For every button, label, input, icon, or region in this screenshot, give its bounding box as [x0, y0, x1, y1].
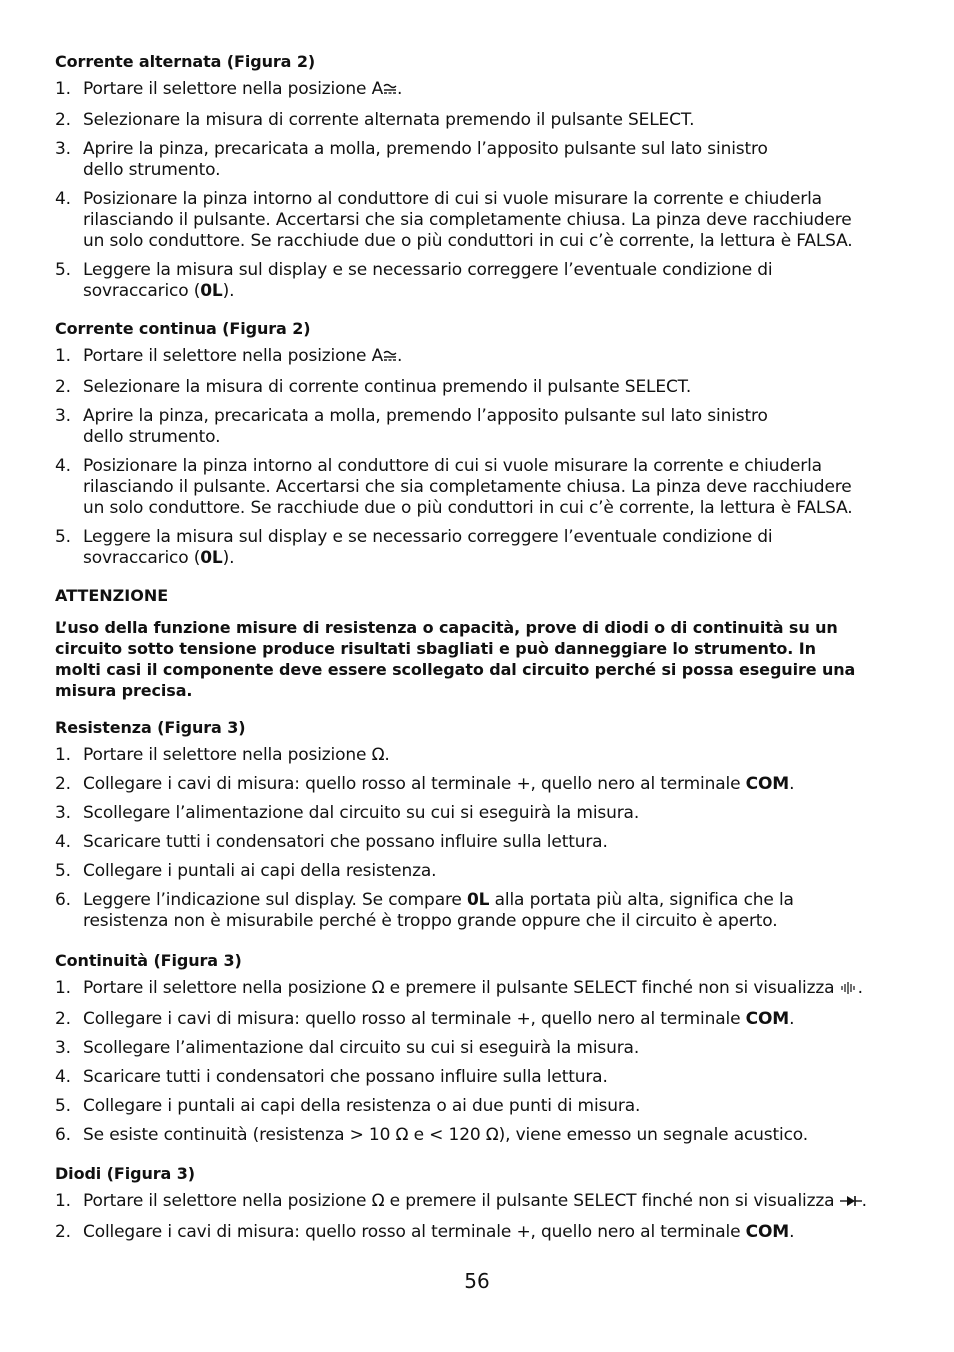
list-item: [55, 260, 905, 302]
step-number: 5.: [55, 260, 71, 280]
step-text: sovraccarico (: [83, 281, 201, 301]
step-text: resistenza non è misurabile perché è troppo grande oppure che il circuito è aperto.: [83, 911, 778, 931]
steps-list: [55, 79, 905, 302]
step-text: Scollegare l’alimentazione dal circuito su cui si eseguirà la misura.: [83, 803, 640, 823]
step-text: .: [789, 1009, 795, 1029]
step-text: Scaricare tutti i condensatori che possano influire sulla lettura.: [83, 832, 608, 852]
step-number: 1.: [55, 978, 71, 998]
step-number: 5.: [55, 861, 71, 881]
step-number: 3.: [55, 803, 71, 823]
steps-list: [55, 978, 905, 1146]
step-number: 2.: [55, 377, 71, 397]
step-text: Leggere l’indicazione sul display. Se compare: [83, 890, 467, 910]
terminal-label: COM: [745, 774, 790, 794]
list-item: [55, 139, 905, 181]
step-text: sovraccarico (: [83, 548, 201, 568]
step-text: Collegare i puntali ai capi della resistenza o ai due punti di misura.: [83, 1096, 641, 1116]
ac-dc-current-icon: [383, 348, 397, 369]
overload-indicator: 0L: [467, 890, 490, 910]
continuity-sound-icon: [840, 980, 858, 1001]
step-number: 1.: [55, 745, 71, 765]
list-item: [55, 527, 905, 569]
step-text: Collegare i cavi di misura: quello rosso al terminale +, quello nero al terminale: [83, 774, 746, 794]
step-number: 2.: [55, 1009, 71, 1029]
step-text: Portare il selettore nella posizione A: [83, 79, 384, 99]
list-item: [55, 861, 905, 882]
section-heading: Resistenza (Figura 3): [55, 718, 246, 737]
step-text: Leggere la misura sul display e se necessario correggere l’eventuale condizione di: [83, 527, 773, 547]
list-item: [55, 79, 905, 102]
step-text: Selezionare la misura di corrente continua premendo il pulsante SELECT.: [83, 377, 692, 397]
step-number: 5.: [55, 527, 71, 547]
step-text: dello strumento.: [83, 160, 221, 180]
step-text: Collegare i cavi di misura: quello rosso al terminale +, quello nero al terminale: [83, 1222, 746, 1242]
step-text: rilasciando il pulsante. Accertarsi che sia completamente chiusa. La pinza deve racchiudere: [83, 210, 852, 230]
step-text: Posizionare la pinza intorno al conduttore di cui si vuole misurare la corrente e chiuderla: [83, 456, 822, 476]
section-heading: Diodi (Figura 3): [55, 1164, 195, 1183]
step-text: un solo conduttore. Se racchiude due o più conduttori in cui c’è corrente, la lettura è FALSA.: [83, 231, 853, 251]
step-number: 1.: [55, 1191, 71, 1211]
list-item: [55, 1125, 905, 1146]
step-number: 3.: [55, 139, 71, 159]
step-number: 2.: [55, 774, 71, 794]
overload-indicator: 0L: [200, 548, 223, 568]
step-text: Portare il selettore nella posizione Ω e premere il pulsante SELECT finché non si visualizza: [83, 1191, 840, 1211]
step-text: ).: [222, 281, 235, 301]
step-number: 2.: [55, 110, 71, 130]
step-text-tail: .: [397, 79, 403, 99]
step-text: Portare il selettore nella posizione Ω e premere il pulsante SELECT finché non si visualizza: [83, 978, 840, 998]
list-item: [55, 803, 905, 824]
step-number: 3.: [55, 1038, 71, 1058]
list-item: [55, 1096, 905, 1117]
list-item: [55, 1222, 905, 1243]
list-item: [55, 189, 905, 252]
warning-block: [55, 586, 905, 701]
list-item: [55, 978, 905, 1001]
section-heading: Continuità (Figura 3): [55, 951, 242, 970]
step-text: dello strumento.: [83, 427, 221, 447]
step-text: Portare il selettore nella posizione A: [83, 346, 384, 366]
step-text: Aprire la pinza, precaricata a molla, premendo l’apposito pulsante sul lato sinistro: [83, 139, 768, 159]
step-text: Leggere la misura sul display e se necessario correggere l’eventuale condizione di: [83, 260, 773, 280]
terminal-label: COM: [745, 1222, 790, 1242]
section-dc-current: [55, 319, 905, 577]
step-text: Se esiste continuità (resistenza > 10 Ω e < 120 Ω), viene emesso un segnale acustico.: [83, 1125, 809, 1145]
step-text: Selezionare la misura di corrente alternata premendo il pulsante SELECT.: [83, 110, 695, 130]
section-heading: Corrente alternata (Figura 2): [55, 52, 316, 71]
steps-list: [55, 1191, 905, 1243]
step-text: Collegare i puntali ai capi della resistenza.: [83, 861, 437, 881]
step-text: Scaricare tutti i condensatori che possano influire sulla lettura.: [83, 1067, 608, 1087]
step-number: 4.: [55, 832, 71, 852]
step-text: .: [789, 1222, 795, 1242]
list-item: [55, 1009, 905, 1030]
section-heading: Corrente continua (Figura 2): [55, 319, 311, 338]
step-number: 4.: [55, 1067, 71, 1087]
terminal-label: COM: [745, 1009, 790, 1029]
list-item: [55, 1067, 905, 1088]
step-text: Posizionare la pinza intorno al conduttore di cui si vuole misurare la corrente e chiuderla: [83, 189, 822, 209]
step-text: rilasciando il pulsante. Accertarsi che sia completamente chiusa. La pinza deve racchiudere: [83, 477, 852, 497]
list-item: [55, 346, 905, 369]
ac-dc-current-icon: [383, 81, 397, 102]
step-text-tail: .: [397, 346, 403, 366]
list-item: [55, 406, 905, 448]
step-number: 4.: [55, 456, 71, 476]
section-diodes: [55, 1164, 905, 1251]
page-number: 56: [464, 1269, 490, 1293]
step-text: ).: [222, 548, 235, 568]
list-item: [55, 832, 905, 853]
warning-title: ATTENZIONE: [55, 586, 169, 605]
step-text: alla portata più alta, significa che la: [489, 890, 794, 910]
warning-text: [55, 617, 905, 701]
step-text-tail: .: [857, 978, 863, 998]
step-text-tail: .: [861, 1191, 867, 1211]
step-number: 6.: [55, 1125, 71, 1145]
step-number: 6.: [55, 890, 71, 910]
warning-line: L’uso della funzione misure di resistenza o capacità, prove di diodi o di continuità su un: [55, 618, 838, 637]
section-ac-current: [55, 52, 905, 310]
section-resistance: [55, 718, 905, 940]
list-item: [55, 110, 905, 131]
list-item: [55, 745, 905, 766]
step-number: 1.: [55, 79, 71, 99]
overload-indicator: 0L: [200, 281, 223, 301]
list-item: [55, 377, 905, 398]
list-item: [55, 774, 905, 795]
step-number: 2.: [55, 1222, 71, 1242]
step-text: Scollegare l’alimentazione dal circuito su cui si eseguirà la misura.: [83, 1038, 640, 1058]
steps-list: [55, 346, 905, 569]
step-text: Aprire la pinza, precaricata a molla, premendo l’apposito pulsante sul lato sinistro: [83, 406, 768, 426]
list-item: [55, 1038, 905, 1059]
warning-line: misura precisa.: [55, 681, 193, 700]
step-number: 1.: [55, 346, 71, 366]
step-number: 3.: [55, 406, 71, 426]
list-item: [55, 1191, 905, 1214]
step-text: Collegare i cavi di misura: quello rosso al terminale +, quello nero al terminale: [83, 1009, 746, 1029]
list-item: [55, 890, 905, 932]
step-number: 5.: [55, 1096, 71, 1116]
step-number: 4.: [55, 189, 71, 209]
list-item: [55, 456, 905, 519]
step-text: .: [789, 774, 795, 794]
steps-list: [55, 745, 905, 932]
section-continuity: [55, 951, 905, 1154]
warning-line: circuito sotto tensione produce risultati sbagliati e può danneggiare lo strumento. In: [55, 639, 816, 658]
step-text: un solo conduttore. Se racchiude due o più conduttori in cui c’è corrente, la lettura è FALSA.: [83, 498, 853, 518]
diode-icon: [840, 1193, 862, 1214]
step-text: Portare il selettore nella posizione Ω.: [83, 745, 390, 765]
warning-line: molti casi il componente deve essere scollegato dal circuito perché si possa eseguire una: [55, 660, 856, 679]
